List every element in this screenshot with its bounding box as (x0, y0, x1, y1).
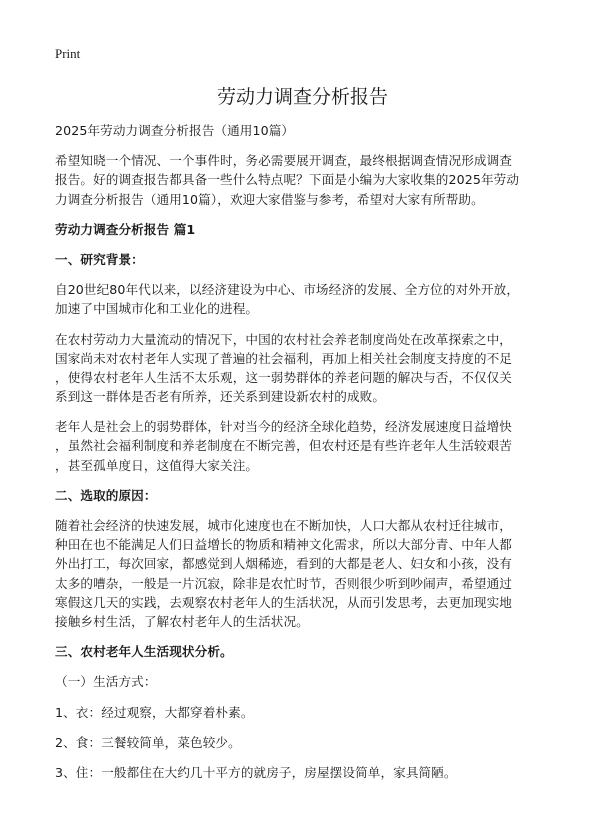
text-line: 接触乡村生活，了解农村老年人的生活状况。 (55, 613, 309, 629)
paragraph (55, 330, 550, 407)
text-line: 在农村劳动力大量流动的情况下，中国的农村社会养老制度尚处在改革探索之中， (55, 331, 512, 347)
text-line: 种田在也不能满足人们日益增长的物质和精神文化需求，所以大部分青、中年人都 (55, 537, 512, 553)
text-line: 自20世纪80年代以来，以经济建设为中心、市场经济的发展、全方位的对外开放， (55, 282, 520, 298)
text-line: 一、研究背景： (55, 251, 144, 267)
paragraph (55, 280, 550, 318)
text-line: 老年人是社会上的弱势群体，针对当今的经济全球化趋势，经济发展速度日益增快 (55, 419, 512, 435)
text-line: ，虽然社会福利制度和养老制度在不断完善，但农村还是有些许老年人生活较艰苦 (55, 438, 512, 454)
document-title: 劳动力调查分析报告 (216, 86, 388, 108)
document-subtitle (55, 121, 550, 140)
text-line: 系到这一群体是否老有所养，还关系到建设新农村的成败。 (55, 389, 386, 405)
text-line: 二、选取的原因： (55, 487, 157, 503)
paragraph (55, 733, 550, 752)
text-line: 寒假这几天的实践，去观察农村老年人的生活状况，从而引发思考，去更加现实地 (55, 594, 512, 610)
text-line: 加速了中国城市化和工业化的进程。 (55, 301, 259, 317)
paragraph (55, 151, 550, 209)
paragraph (55, 417, 550, 475)
text-line: 力调查分析报告（通用10篇），欢迎大家借鉴与参考，希望对大家有所帮助。 (55, 191, 484, 207)
text-line: 国家尚未对农村老年人实现了普遍的社会福利，再加上相关社会制度支持度的不足 (55, 350, 512, 366)
text-line: 2025年劳动力调查分析报告（通用10篇） (55, 123, 295, 138)
text-line: 2、食：三餐较简单，菜色较少。 (55, 734, 241, 750)
print-link[interactable]: Print (55, 46, 81, 61)
text-line: 三、农村老年人生活现状分析。 (55, 644, 233, 660)
text-line: 希望知晓一个情况、一个事件时，务必需要展开调查，最终根据调查情况形成调查 (55, 153, 512, 169)
text-line: ，使得农村老年人生活不太乐观，这一弱势群体的养老问题的解决与否，不仅仅关 (55, 369, 512, 385)
text-line: ，甚至孤单度日，这值得大家关注。 (55, 457, 259, 473)
section-heading (55, 250, 550, 269)
text-line: 劳动力调查分析报告 篇1 (55, 221, 196, 237)
section-heading (55, 220, 550, 239)
section-heading (55, 486, 550, 505)
text-line: 太多的嘈杂，一般是一片沉寂，除非是农忙时节，否则很少听到吵闹声，希望通过 (55, 575, 512, 591)
section-heading (55, 642, 550, 661)
text-line: 随着社会经济的快速发展，城市化速度也在不断加快，人口大都从农村迁往城市， (55, 518, 512, 533)
text-line: （一）生活方式： (55, 674, 157, 690)
paragraph (55, 672, 550, 691)
paragraph (55, 703, 550, 722)
paragraph (55, 516, 550, 631)
text-line: 外出打工，每次回家，都感觉到人烟稀迹，看到的大都是老人、妇女和小孩，没有 (55, 556, 512, 572)
paragraph (55, 763, 550, 782)
text-line: 3、住：一般都住在大约几十平方的就房子，房屋摆设简单，家具简陋。 (55, 764, 457, 780)
document-body (55, 121, 550, 782)
text-line: 1、衣：经过观察，大都穿着朴素。 (55, 704, 254, 720)
text-line: 报告。好的调查报告都具备一些什么特点呢？下面是小编为大家收集的2025年劳动 (55, 172, 520, 188)
